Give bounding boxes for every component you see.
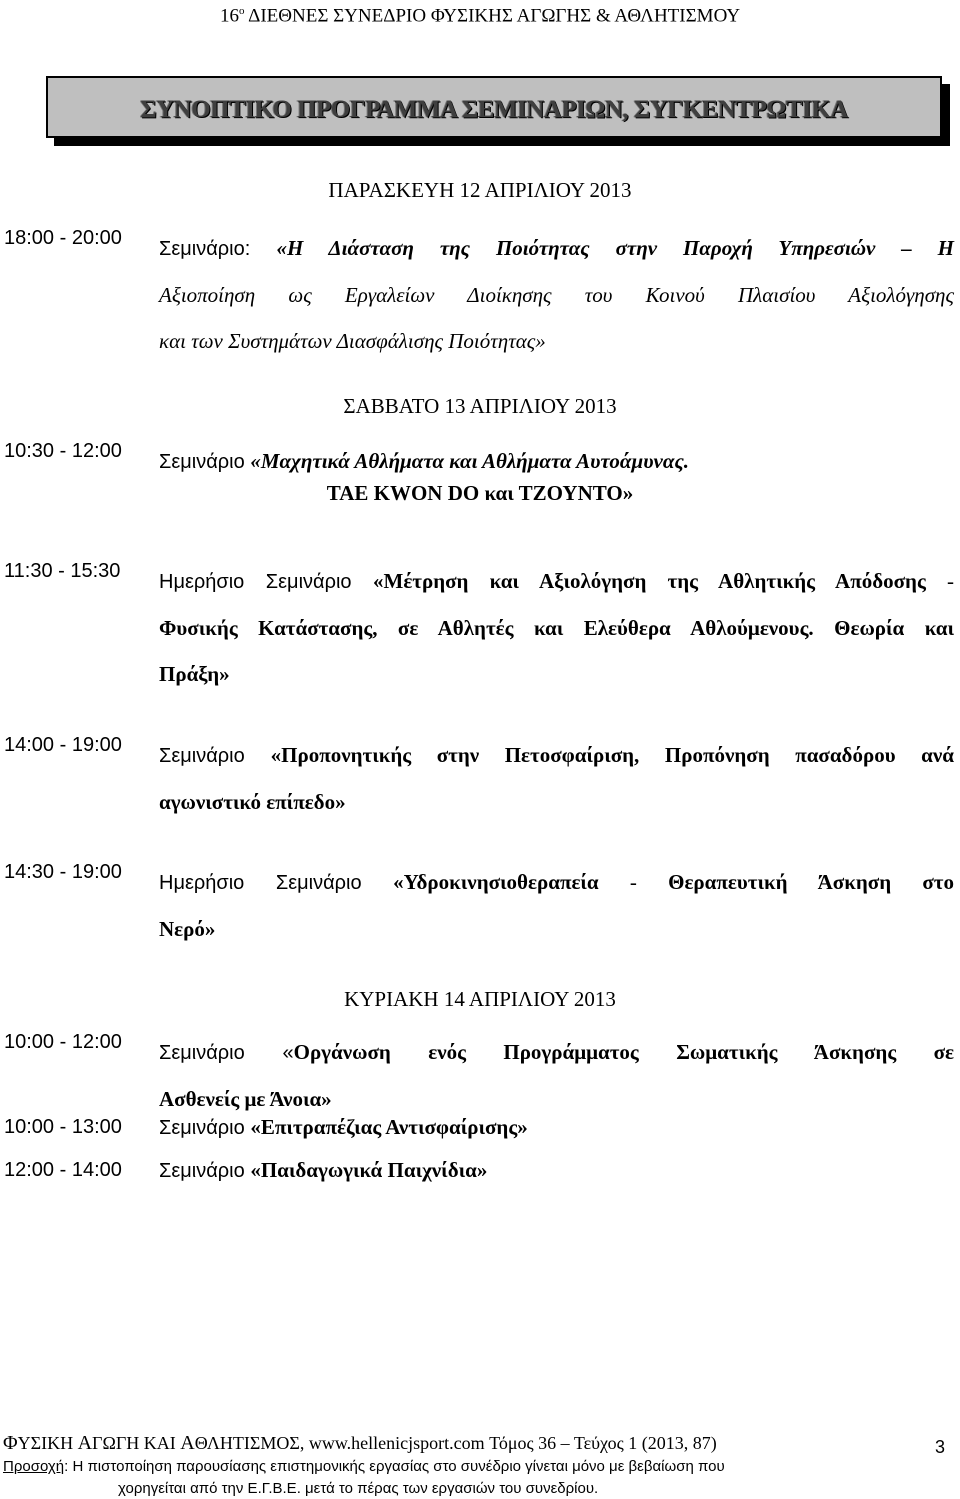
session-time: 14:30 - 19:00 — [4, 861, 122, 883]
title-box — [46, 76, 942, 138]
day-heading-sunday: ΚΥΡΙΑΚΗ 14 ΑΠΡΙΛΙΟΥ 2013 — [344, 987, 616, 1011]
footer-note: Προσοχή: Η πιστοποίηση παρουσίασης επιστημονικής εργασίας στο συνέδριο γίνεται μόνο με βεβαίωση που — [3, 1458, 725, 1475]
session-title: Σεμινάριο: «Η Διάσταση της Ποιότητας στην Παροχή Υπηρεσιών – Η Αξιοποίηση ως Εργαλείων Διοίκησης του Κοινού Πλαισίου Αξιολόγησης και των Συστημάτων Διασφάλισης Ποιότητας» — [159, 236, 954, 353]
session-time: 10:30 - 12:00 — [4, 440, 122, 462]
session-title: Σεμινάριο «Οργάνωση ενός Προγράμματος Σωματικής Άσκησης σε Ασθενείς με Άνοια» — [159, 1040, 954, 1111]
session-title: Σεμινάριο «Προπονητικής στην Πετοσφαίριση, Προπόνηση πασαδόρου ανά αγωνιστικό επίπεδο» — [159, 743, 954, 814]
session-time: 10:00 - 13:00 — [4, 1116, 122, 1138]
session-time: 12:00 - 14:00 — [4, 1159, 122, 1181]
footer-journal-citation: ΦΥΣΙΚΗ ΑΓΩΓΗ ΚΑΙ ΑΘΛΗΤΙΣΜΟΣ, www.hellenicjsport.com Τόμος 36 – Τεύχος 1 (2013, 87) — [3, 1432, 717, 1454]
session-title: Σεμινάριο «Επιτραπέζιας Αντισφαίρισης» — [159, 1115, 528, 1139]
day-heading-saturday: ΣΑΒΒΑΤΟ 13 ΑΠΡΙΛΙΟΥ 2013 — [343, 394, 617, 418]
footer-note-continuation: χορηγείται από την Ε.Γ.Β.Ε. μετά το πέρας των εργασιών του συνεδρίου. — [118, 1480, 599, 1497]
document-title: ΣΥΝΟΠΤΙΚΟ ΠΡΟΓΡΑΜΜΑ ΣΕΜΙΝΑΡΙΩΝ, ΣΥΓΚΕΝΤΡΩΤΙΚΑ — [140, 96, 848, 123]
session-title: Ημερήσιο Σεμινάριο «Μέτρηση και Αξιολόγηση της Αθλητικής Απόδοσης - Φυσικής Κατάστασης, σε Αθλητές και Ελεύθερα Αθλούμενους. Θεωρία και Πράξη» — [159, 569, 954, 686]
session-time: 18:00 - 20:00 — [4, 227, 122, 249]
session-time: 11:30 - 15:30 — [4, 560, 121, 582]
session-title: Σεμινάριο «Παιδαγωγικά Παιχνίδια» — [159, 1158, 488, 1182]
session-title: Σεμινάριο «Μαχητικά Αθλήματα και Αθλήματα Αυτοάμυνας. — [159, 449, 690, 473]
page-number: 3 — [935, 1437, 946, 1457]
session-title: Ημερήσιο Σεμινάριο «Υδροκινησιοθεραπεία - Θεραπευτική Άσκηση στο Νερό» — [159, 870, 954, 941]
day-heading-friday: ΠΑΡΑΣΚΕΥΗ 12 ΑΠΡΙΛΙΟΥ 2013 — [328, 178, 632, 202]
running-header: $16^o$ ΔΙΕΘΝΕΣ ΣΥΝΕΔΡΙΟ ΦΥΣΙΚΗΣ ΑΓΩΓΗΣ & ΑΘΛΗΤΙΣΜΟΥ — [219, 5, 741, 27]
session-title-continuation: TAE KWON DO και ΤΖΟΥΝΤΟ» — [326, 481, 634, 505]
session-time: 10:00 - 12:00 — [4, 1031, 122, 1053]
session-time: 14:00 - 19:00 — [4, 734, 122, 756]
